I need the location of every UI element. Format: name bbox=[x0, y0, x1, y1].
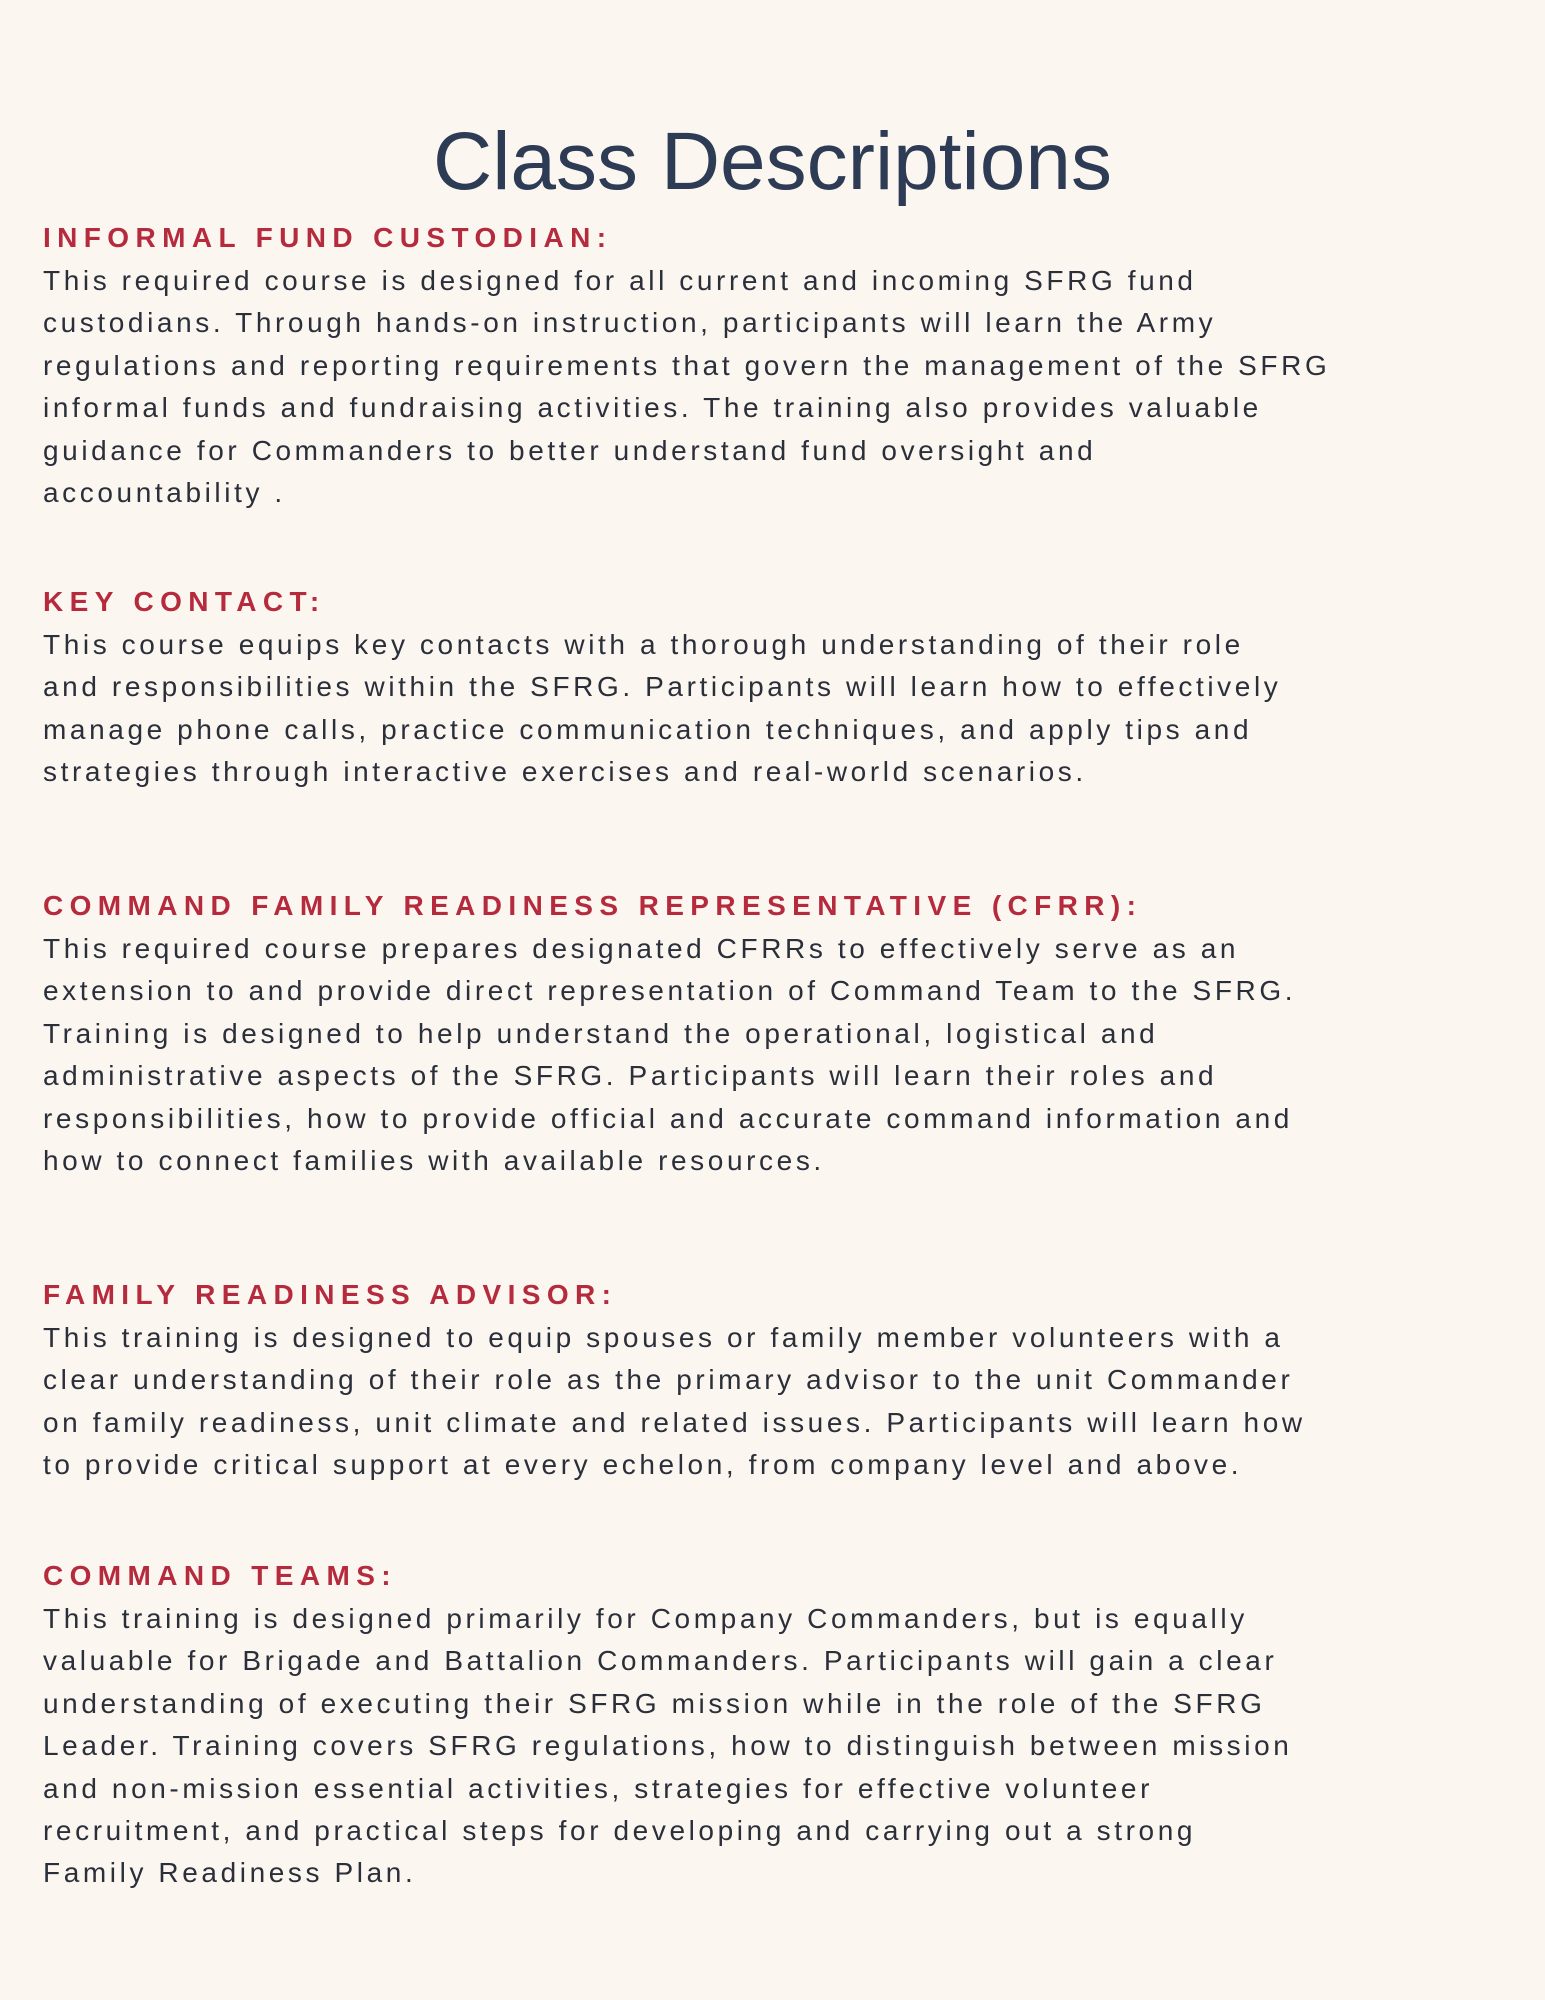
section-heading: COMMAND FAMILY READINESS REPRESENTATIVE (CFRR): bbox=[43, 890, 1143, 921]
section-heading: COMMAND TEAMS: bbox=[43, 1560, 398, 1591]
page-title: Class Descriptions bbox=[433, 116, 1112, 207]
section-cfrr bbox=[43, 888, 1523, 1182]
section-body: This required course is designed for all current and incoming SFRG fund custodians. Through hands-on instruction, participants will learn the Army regulations and reporting requirements that govern the management of the SFRG informal funds and fundraising activities. The training also provides valuable guidance for Commanders to better understand fund oversight and accountability . bbox=[43, 265, 1331, 509]
section-key-contact bbox=[43, 584, 1523, 794]
section-body: This required course prepares designated CFRRs to effectively serve as an extension to and provide direct representation of Command Team to the SFRG. Training is designed to help understand the operational, logistical and administrative aspects of the SFRG. Participants will learn their roles and responsibilities, how to provide official and accurate command information and how to connect families with available resources. bbox=[43, 933, 1297, 1177]
section-heading: INFORMAL FUND CUSTODIAN: bbox=[43, 222, 613, 253]
section-heading: FAMILY READINESS ADVISOR: bbox=[43, 1279, 618, 1310]
section-family-readiness-advisor bbox=[43, 1277, 1523, 1487]
section-heading: KEY CONTACT: bbox=[43, 586, 326, 617]
section-command-teams bbox=[43, 1558, 1523, 1895]
section-body: This course equips key contacts with a thorough understanding of their role and responsibilities within the SFRG. Participants will learn how to effectively manage phone calls, practice communication techniques, and apply tips and strategies through interactive exercises and real-world scenarios. bbox=[43, 629, 1282, 788]
section-body: This training is designed primarily for Company Commanders, but is equally valuable for Brigade and Battalion Commanders. Participants will gain a clear understanding of executing their SFRG mission while in the role of the SFRG Leader. Training covers SFRG regulations, how to distinguish between mission and non-mission essential activities, strategies for effective volunteer recruitment, and practical steps for developing and carrying out a strong Family Readiness Plan. bbox=[43, 1603, 1293, 1889]
section-body: This training is designed to equip spouses or family member volunteers with a clear understanding of their role as the primary advisor to the unit Commander on family readiness, unit climate and related issues. Participants will learn how to provide critical support at every echelon, from company level and above. bbox=[43, 1322, 1306, 1481]
section-informal-fund-custodian bbox=[43, 220, 1523, 514]
